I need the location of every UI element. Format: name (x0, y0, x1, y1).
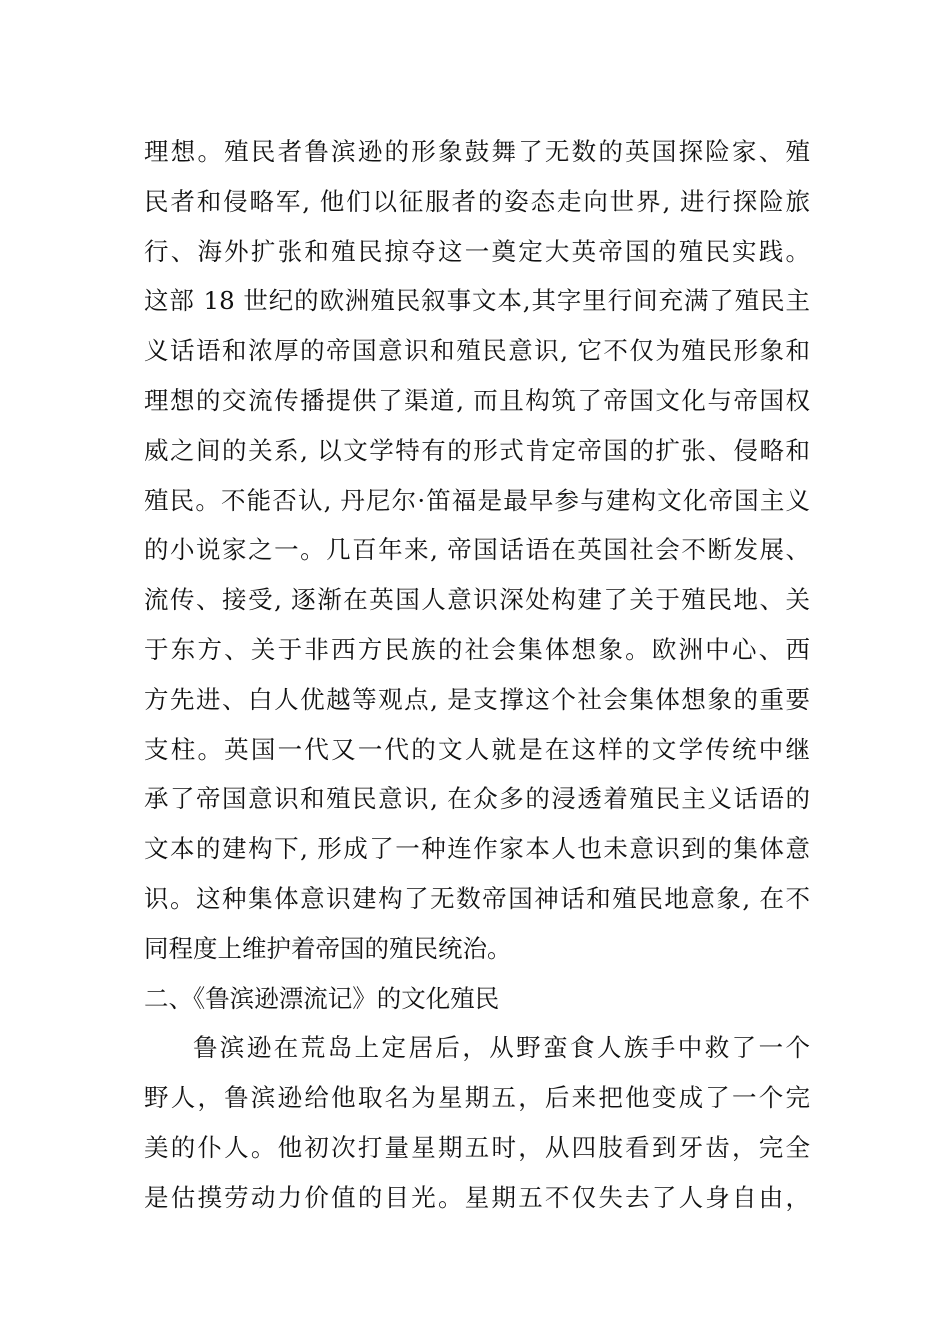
text-line: 理想的交流传播提供了渠道, 而且构筑了帝国文化与帝国权 (144, 385, 810, 415)
text-line: 识。这种集体意识建构了无数帝国神话和殖民地意象, 在不 (144, 883, 810, 913)
text-line: 义话语和浓厚的帝国意识和殖民意识, 它不仅为殖民形象和 (144, 336, 810, 366)
text-line: 是估摸劳动力价值的目光。星期五不仅失去了人身自由， (144, 1182, 810, 1212)
text-line: 承了帝国意识和殖民意识, 在众多的浸透着殖民主义话语的 (144, 784, 810, 814)
section-heading: 二、《鲁滨逊漂流记》的文化殖民 (144, 983, 500, 1013)
text-line: 支柱。英国一代又一代的文人就是在这样的文学传统中继 (144, 734, 810, 764)
paragraph-end-line: 同程度上维护着帝国的殖民统治。 (144, 933, 512, 963)
paragraph-first-line: 鲁滨逊在荒岛上定居后，从野蛮食人族手中救了一个 (193, 1033, 810, 1063)
text-line: 文本的建构下, 形成了一种连作家本人也未意识到的集体意 (144, 834, 810, 864)
text-line: 的小说家之一。几百年来, 帝国话语在英国社会不断发展、 (144, 535, 810, 565)
body-text (144, 127, 810, 1223)
text-line: 于东方、关于非西方民族的社会集体想象。欧洲中心、西 (144, 634, 810, 664)
text-line: 方先进、白人优越等观点, 是支撑这个社会集体想象的重要 (144, 684, 810, 714)
text-line: 理想。殖民者鲁滨逊的形象鼓舞了无数的英国探险家、殖 (144, 137, 810, 166)
text-line: 这部 18 世纪的欧洲殖民叙事文本,其字里行间充满了殖民主 (144, 286, 810, 316)
text-line: 民者和侵略军, 他们以征服者的姿态走向世界, 进行探险旅 (144, 186, 810, 216)
text-line: 流传、接受, 逐渐在英国人意识深处构建了关于殖民地、关 (144, 585, 810, 615)
text-line: 威之间的关系, 以文学特有的形式肯定帝国的扩张、侵略和 (144, 435, 810, 465)
text-line: 行、海外扩张和殖民掠夺这一奠定大英帝国的殖民实践。 (144, 236, 810, 266)
text-line: 野人，鲁滨逊给他取名为星期五，后来把他变成了一个完 (144, 1083, 810, 1113)
text-line: 殖民。不能否认, 丹尼尔·笛福是最早参与建构文化帝国主义 (144, 485, 810, 515)
text-line: 美的仆人。他初次打量星期五时，从四肢看到牙齿，完全 (144, 1132, 810, 1162)
